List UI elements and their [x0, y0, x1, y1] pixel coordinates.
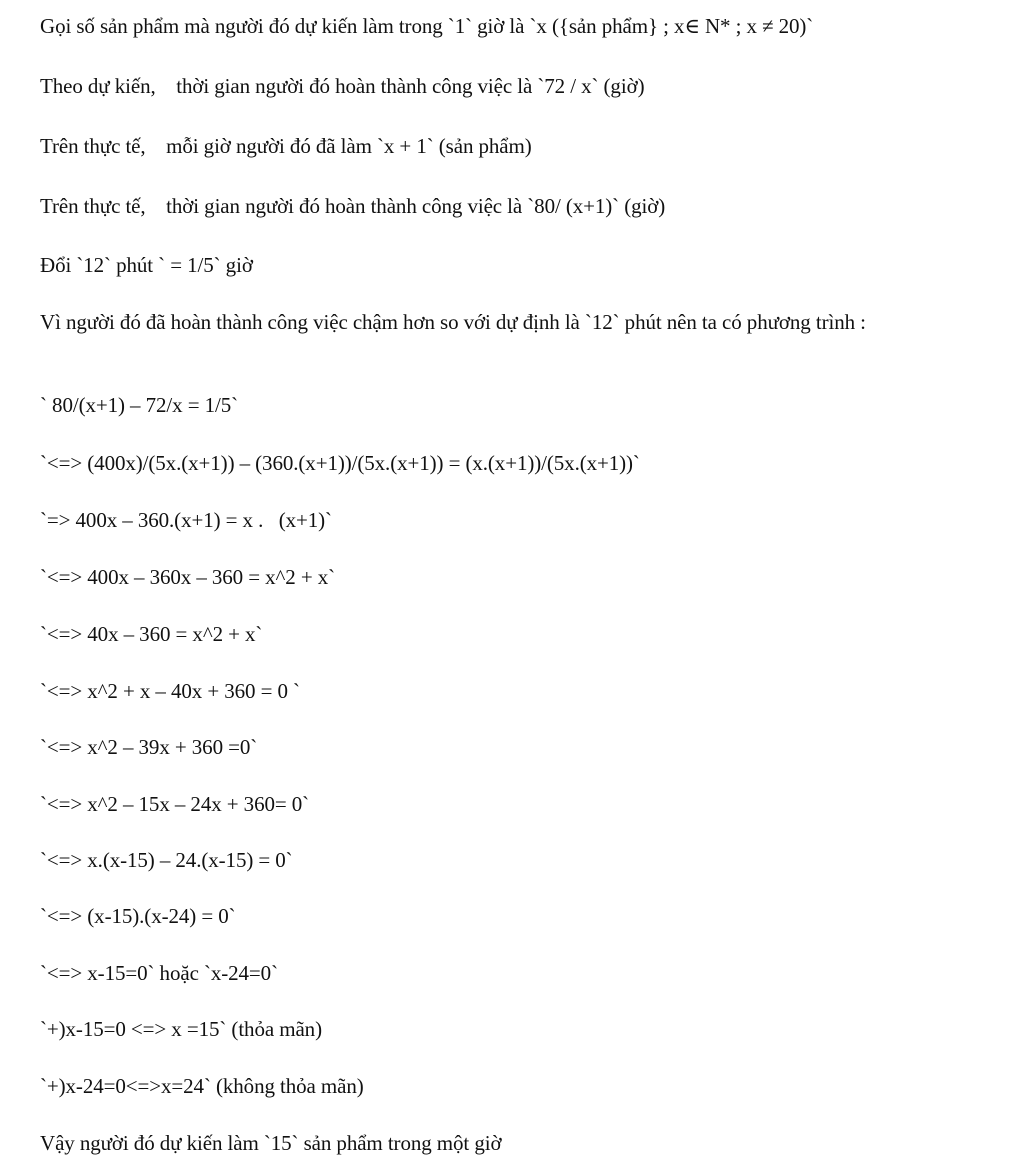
- equation-line-1: ` 80/(x+1) – 72/x = 1/5`: [40, 393, 239, 417]
- equation-line-4: `<=> 400x – 360x – 360 = x^2 + x`: [40, 565, 336, 589]
- equation-line-2: `<=> (400x)/(5x.(x+1)) – (360.(x+1))/(5x.(x+1)) = (x.(x+1))/(5x.(x+1))`: [40, 451, 640, 475]
- equation-line-3: `=> 400x – 360.(x+1) = x . (x+1)`: [40, 508, 332, 532]
- text-line-actual-time: Trên thực tế, thời gian người đó hoàn thành công việc là `80/ (x+1)` (giờ): [40, 194, 666, 218]
- text-line-equation-setup: Vì người đó đã hoàn thành công việc chậm hơn so với dự định là `12` phút nên ta có phương trình :: [40, 310, 866, 334]
- equation-line-9: `<=> x.(x-15) – 24.(x-15) = 0`: [40, 848, 293, 872]
- equation-line-6: `<=> x^2 + x – 40x + 360 = 0 `: [40, 679, 300, 703]
- equation-line-5: `<=> 40x – 360 = x^2 + x`: [40, 622, 263, 646]
- equation-line-7: `<=> x^2 – 39x + 360 =0`: [40, 735, 258, 759]
- equation-line-8: `<=> x^2 – 15x – 24x + 360= 0`: [40, 792, 310, 816]
- equation-line-10: `<=> (x-15).(x-24) = 0`: [40, 904, 236, 928]
- text-line-actual-rate: Trên thực tế, mỗi giờ người đó đã làm `x + 1` (sản phẩm): [40, 134, 532, 158]
- case-line-rejected: `+)x-24=0<=>x=24` (không thỏa mãn): [40, 1074, 364, 1098]
- text-line-planned-time: Theo dự kiến, thời gian người đó hoàn thành công việc là `72 / x` (giờ): [40, 74, 645, 98]
- text-line-variable-definition: Gọi số sản phẩm mà người đó dự kiến làm trong `1` giờ là `x ({sản phẩm} ; x∈ N* ; x ≠ 20)`: [40, 14, 814, 38]
- conclusion-line: Vậy người đó dự kiến làm `15` sản phẩm trong một giờ: [40, 1131, 502, 1155]
- case-line-accepted: `+)x-15=0 <=> x =15` (thỏa mãn): [40, 1017, 322, 1041]
- equation-line-11: `<=> x-15=0` hoặc `x-24=0`: [40, 961, 278, 985]
- text-line-unit-conversion: Đổi `12` phút ` = 1/5` giờ: [40, 253, 253, 277]
